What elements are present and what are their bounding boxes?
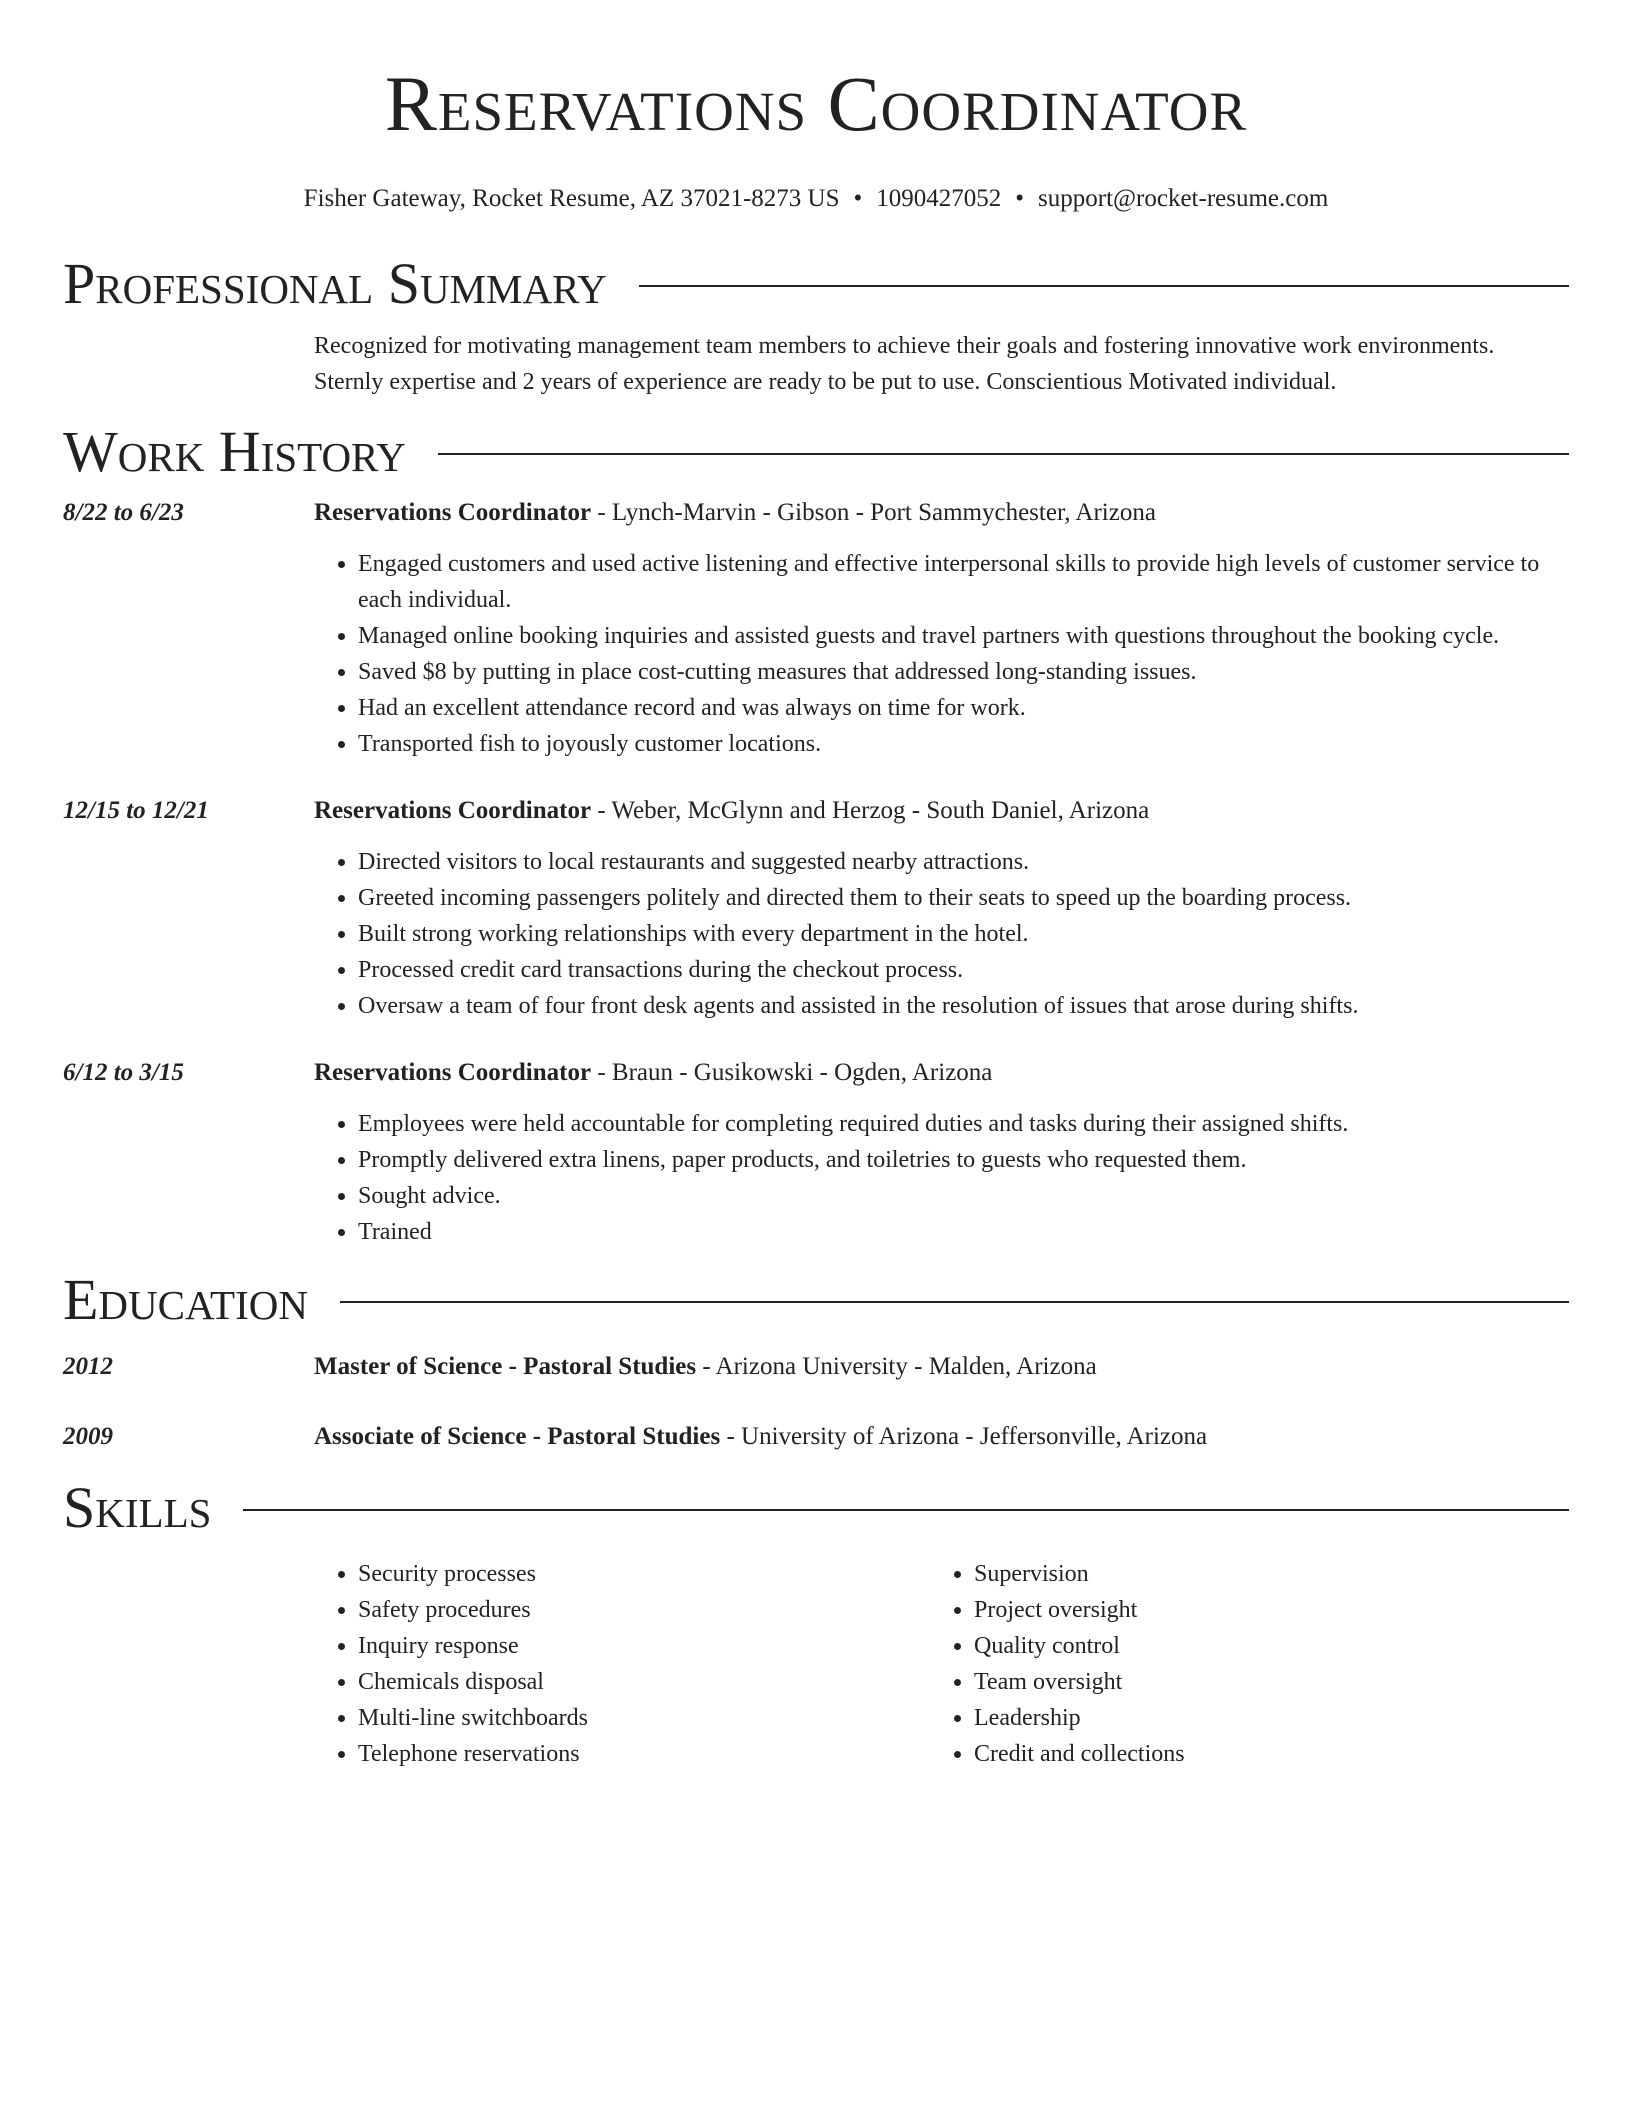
contact-email: support@rocket-resume.com (1038, 185, 1329, 212)
education-details: - University of Arizona - Jeffersonville, Arizona (720, 1423, 1208, 1450)
skill-item: • Quality control (974, 1628, 1546, 1664)
job-bullet: • Managed online booking inquiries and assisted guests and travel partners with questions throughout the booking cycle. (358, 618, 1569, 654)
job-entry (63, 498, 1569, 762)
job-bullet: • Engaged customers and used active listening and effective interpersonal skills to provide high levels of customer service to each individual. (358, 546, 1569, 618)
skill-item: • Telephone reservations (358, 1736, 930, 1772)
job-bullet: • Trained (358, 1214, 1569, 1250)
skill-item: • Security processes (358, 1556, 930, 1592)
education-year: 2012 (63, 1353, 113, 1380)
summary-text: Recognized for motivating management team members to achieve their goals and fostering innovative work environments. Sternly expertise and 2 years of experience are ready to be put to use. Conscientious Motivated individual. (314, 333, 1495, 395)
contact-separator: • (853, 185, 863, 212)
education-section-title: Education (63, 1267, 308, 1332)
job-content (314, 498, 1569, 762)
job-details: - Weber, McGlynn and Herzog - South Daniel, Arizona (591, 797, 1150, 824)
work-section-title: Work History (63, 419, 406, 484)
job-content (314, 1058, 1569, 1250)
job-title: Reservations Coordinator (314, 1059, 592, 1086)
education-content (314, 1352, 1569, 1382)
skill-item: • Inquiry response (358, 1628, 930, 1664)
job-dates: 12/15 to 12/21 (63, 797, 209, 824)
work-section-header (63, 420, 1569, 484)
summary-section-title: Professional Summary (63, 251, 607, 316)
education-content (314, 1422, 1569, 1452)
job-bullets (314, 1106, 1569, 1250)
skills-items (930, 1556, 1546, 1772)
job-bullet: • Promptly delivered extra linens, paper products, and toiletries to guests who requested them. (358, 1142, 1569, 1178)
summary-section-header (63, 252, 1569, 316)
job-bullet: • Processed credit card transactions during the checkout process. (358, 952, 1569, 988)
job-title: Reservations Coordinator (314, 499, 592, 526)
education-entry (63, 1422, 1569, 1452)
job-bullet: • Saved $8 by putting in place cost-cutting measures that addressed long-standing issues. (358, 654, 1569, 690)
skill-item: • Credit and collections (974, 1736, 1546, 1772)
skills-section-header (63, 1476, 1569, 1540)
skill-item: • Chemicals disposal (358, 1664, 930, 1700)
skill-item: • Project oversight (974, 1592, 1546, 1628)
contact-line (63, 184, 1569, 214)
skills-items (314, 1556, 930, 1772)
job-content (314, 796, 1569, 1024)
section-divider (243, 1509, 1569, 1511)
education-entry (63, 1352, 1569, 1382)
skill-item: • Safety procedures (358, 1592, 930, 1628)
skill-item: • Multi-line switchboards (358, 1700, 930, 1736)
skill-item: • Leadership (974, 1700, 1546, 1736)
job-entry (63, 1058, 1569, 1250)
job-title: Reservations Coordinator (314, 797, 592, 824)
job-bullet: • Transported fish to joyously customer locations. (358, 726, 1569, 762)
contact-address: Fisher Gateway, Rocket Resume, AZ 37021-8273 US (303, 185, 840, 212)
section-divider (340, 1301, 1569, 1303)
contact-phone: 1090427052 (876, 185, 1002, 212)
job-bullet: • Built strong working relationships with every department in the hotel. (358, 916, 1569, 952)
job-bullet: • Oversaw a team of four front desk agents and assisted in the resolution of issues that arose during shifts. (358, 988, 1569, 1024)
education-year: 2009 (63, 1423, 113, 1450)
job-bullet: • Greeted incoming passengers politely and directed them to their seats to speed up the boarding process. (358, 880, 1569, 916)
skills-column-left (314, 1556, 930, 1772)
job-details: - Braun - Gusikowski - Ogden, Arizona (591, 1059, 993, 1086)
section-divider (438, 453, 1569, 455)
section-divider (639, 285, 1569, 287)
job-bullet: • Sought advice. (358, 1178, 1569, 1214)
job-bullets (314, 546, 1569, 762)
skills-section-title: Skills (63, 1475, 212, 1540)
job-bullet: • Employees were held accountable for completing required duties and tasks during their assigned shifts. (358, 1106, 1569, 1142)
education-details: - Arizona University - Malden, Arizona (696, 1353, 1097, 1380)
skill-item: • Team oversight (974, 1664, 1546, 1700)
job-bullet: • Directed visitors to local restaurants and suggested nearby attractions. (358, 844, 1569, 880)
education-degree: Master of Science - Pastoral Studies (314, 1353, 697, 1380)
job-details: - Lynch-Marvin - Gibson - Port Sammychester, Arizona (591, 499, 1156, 526)
skills-column-right (930, 1556, 1546, 1772)
contact-separator: • (1015, 185, 1025, 212)
education-section-header (63, 1268, 1569, 1332)
resume-title: Reservations Coordinator (384, 60, 1248, 147)
skills-list (314, 1556, 1569, 1772)
job-entry (63, 796, 1569, 1024)
skill-item: • Supervision (974, 1556, 1546, 1592)
education-degree: Associate of Science - Pastoral Studies (314, 1423, 721, 1450)
job-bullets (314, 844, 1569, 1024)
job-bullet: • Had an excellent attendance record and was always on time for work. (358, 690, 1569, 726)
job-dates: 6/12 to 3/15 (63, 1059, 184, 1086)
job-dates: 8/22 to 6/23 (63, 499, 184, 526)
